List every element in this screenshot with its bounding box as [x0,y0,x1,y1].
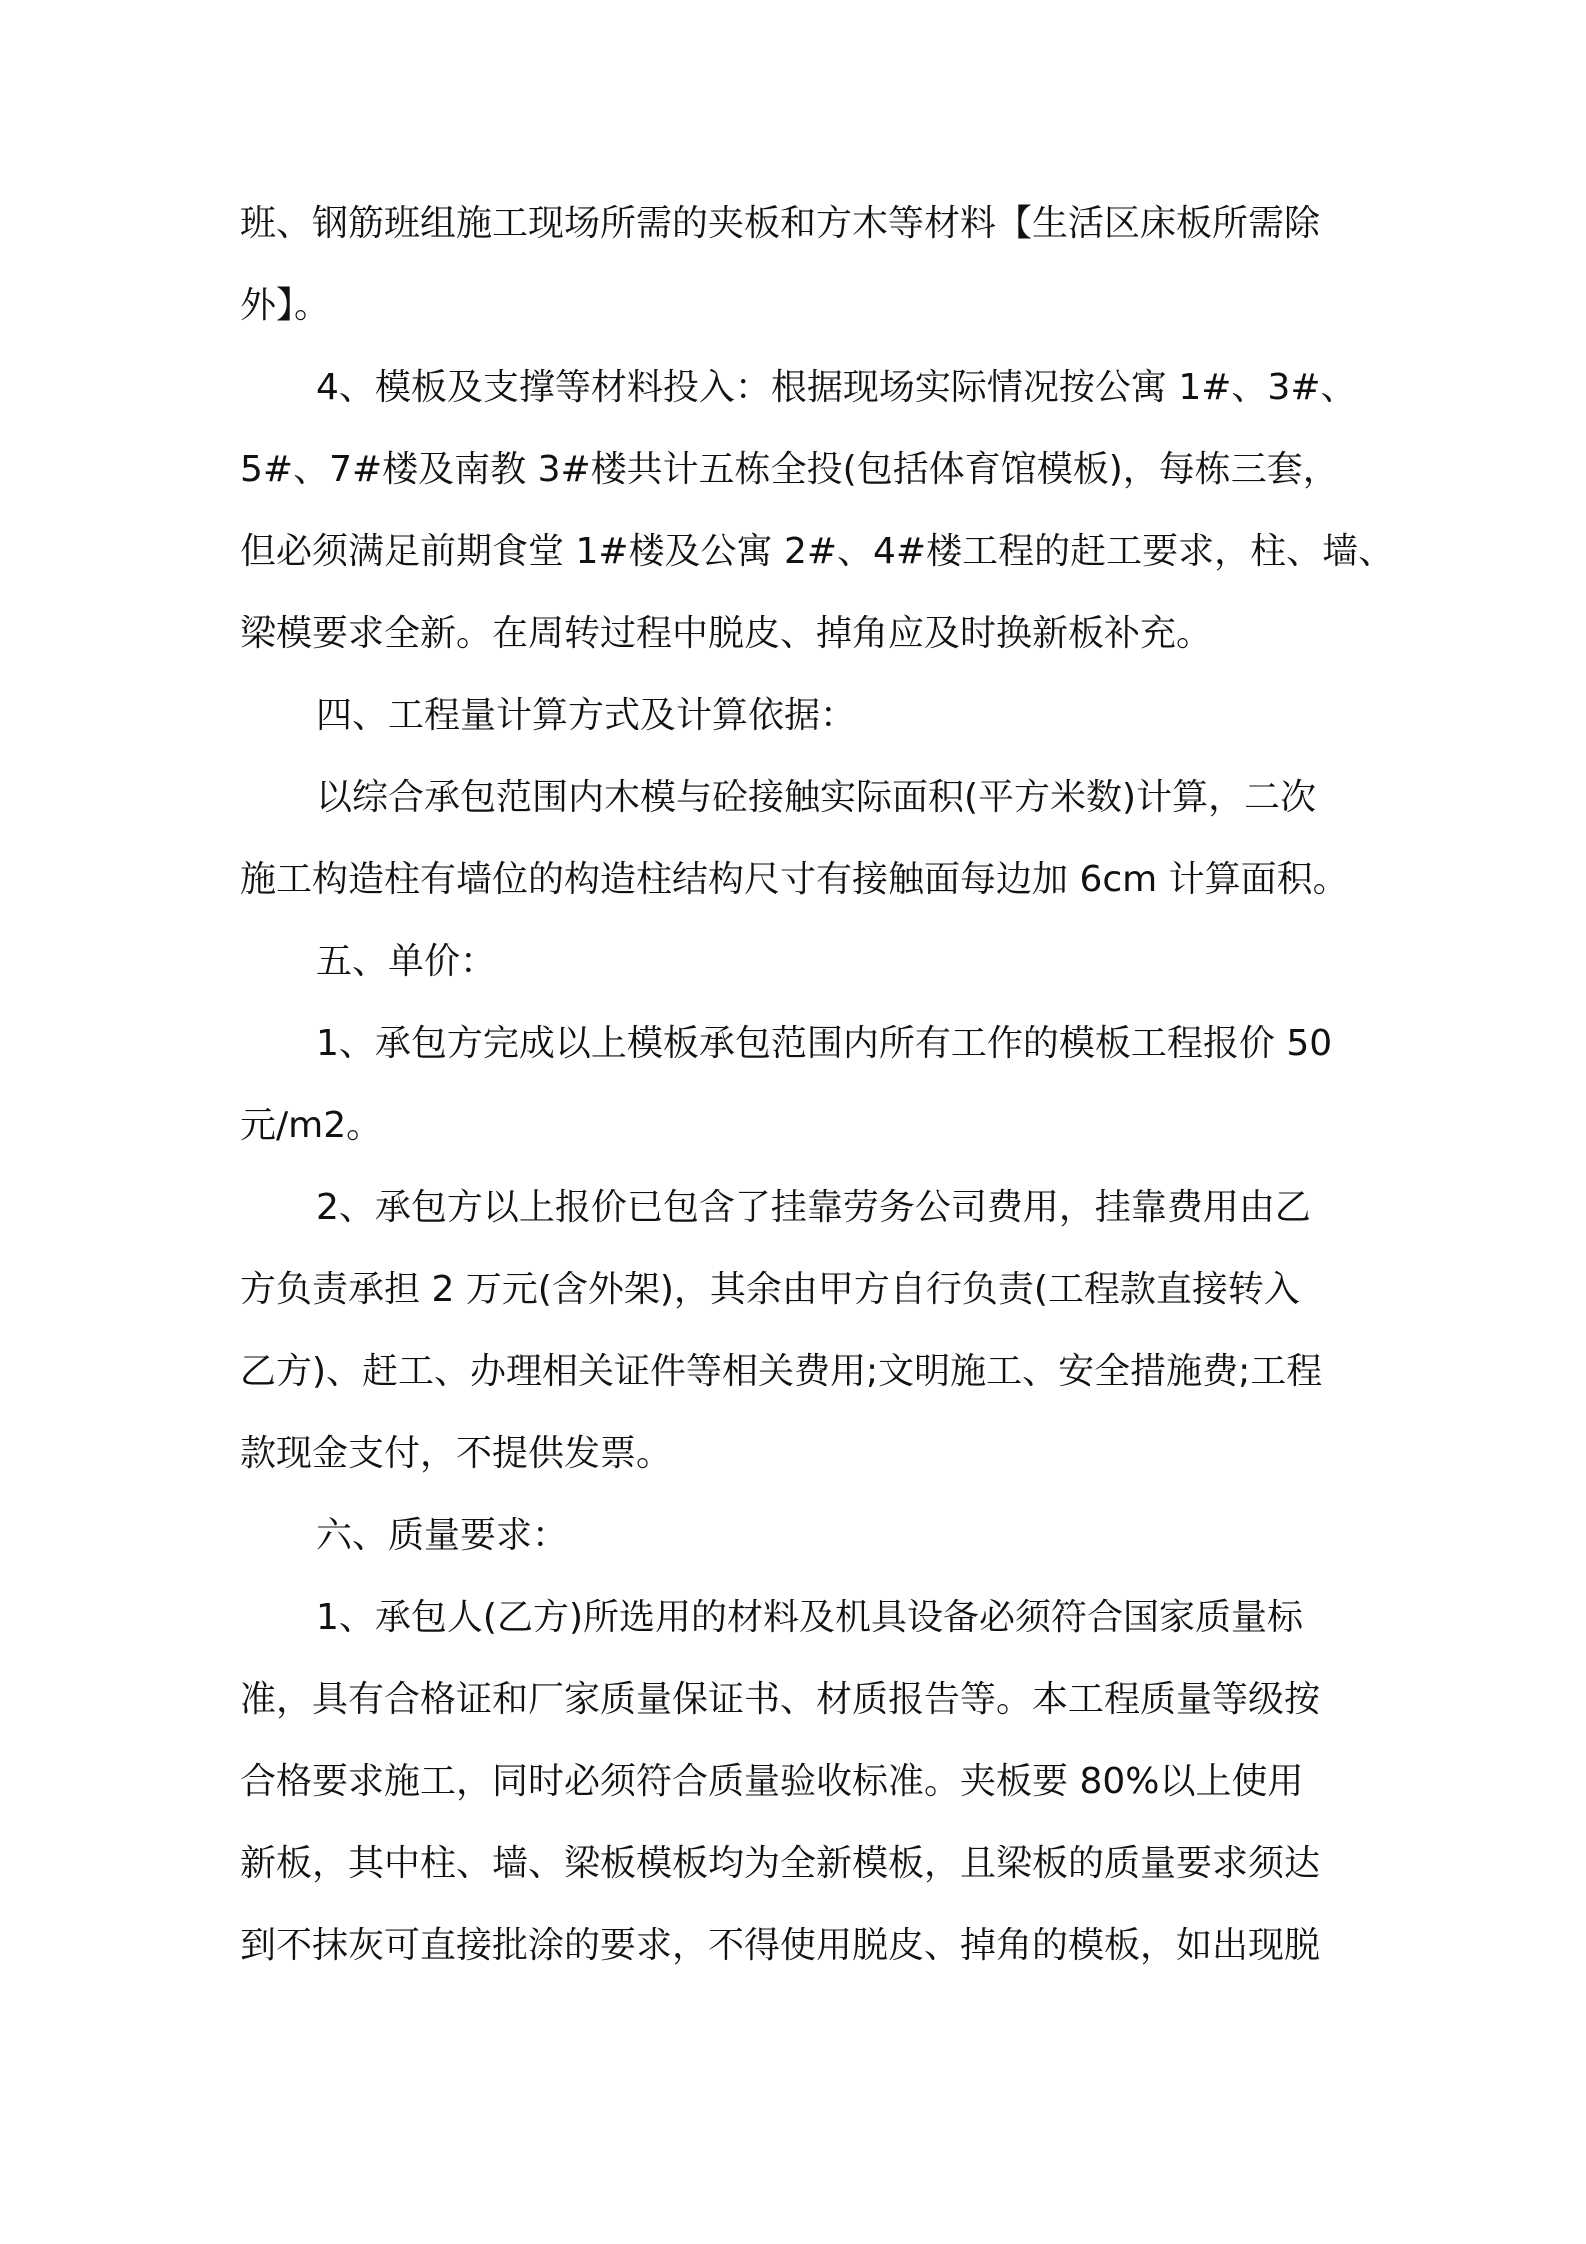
text-line: 5#、7#楼及南教 3#楼共计五栋全投(包括体育馆模板)，每栋三套， [240,449,1339,490]
paragraph-item-1-line: 1、承包方完成以上模板承包范围内所有工作的模板工程报价 50 [316,1023,1333,1064]
section-heading-6: 六、质量要求： [316,1515,569,1556]
section-heading-5: 五、单价： [316,941,497,982]
text-line: 准，具有合格证和厂家质量保证书、材质报告等。本工程质量等级按 [240,1679,1321,1720]
text-line: 班、钢筋班组施工现场所需的夹板和方木等材料【生活区床板所需除 [240,203,1321,244]
text-line: 到不抹灰可直接批涂的要求，不得使用脱皮、掉角的模板，如出现脱 [240,1925,1321,1966]
paragraph-line: 以综合承包范围内木模与砼接触实际面积(平方米数)计算，二次 [316,777,1317,818]
text-line: 元/m2。 [240,1105,383,1146]
text-line: 款现金支付，不提供发票。 [240,1433,673,1474]
paragraph-item-2-line: 2、承包方以上报价已包含了挂靠劳务公司费用，挂靠费用由乙 [316,1187,1311,1228]
paragraph-item-4-line: 4、模板及支撑等材料投入：根据现场实际情况按公寓 1#、3#、 [316,367,1357,408]
text-line: 方负责承担 2 万元(含外架)，其余由甲方自行负责(工程款直接转入 [240,1269,1300,1310]
text-line: 外】。 [240,285,331,326]
text-line: 施工构造柱有墙位的构造柱结构尺寸有接触面每边加 6cm 计算面积。 [240,859,1349,900]
text-line: 合格要求施工，同时必须符合质量验收标准。夹板要 80%以上使用 [240,1761,1304,1802]
paragraph-item-1-line: 1、承包人(乙方)所选用的材料及机具设备必须符合国家质量标 [316,1597,1303,1638]
text-line: 梁模要求全新。在周转过程中脱皮、掉角应及时换新板补充。 [240,613,1213,654]
section-heading-4: 四、工程量计算方式及计算依据： [316,695,857,736]
text-line: 但必须满足前期食堂 1#楼及公寓 2#、4#楼工程的赶工要求，柱、墙、 [240,531,1395,572]
text-line: 新板，其中柱、墙、梁板模板均为全新模板，且梁板的质量要求须达 [240,1843,1321,1884]
text-line: 乙方)、赶工、办理相关证件等相关费用;文明施工、安全措施费;工程 [240,1351,1323,1392]
